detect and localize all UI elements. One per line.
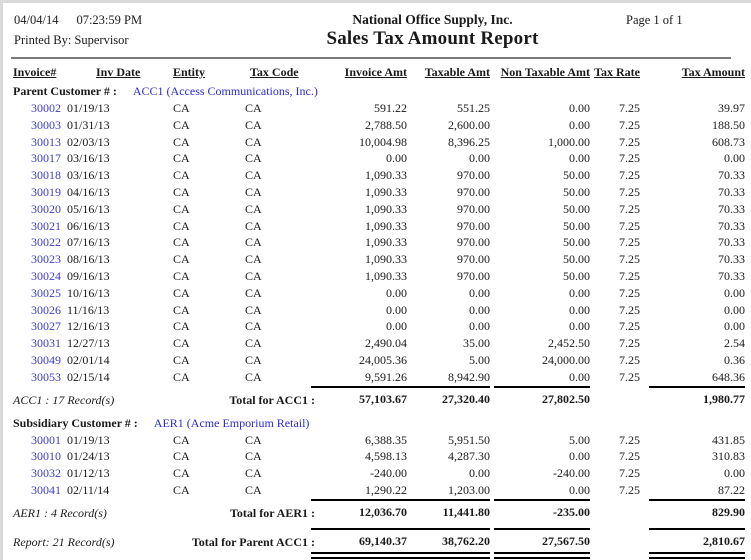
invoice-number-link[interactable]: 30025 [31, 285, 61, 300]
tax-rate-cell: 7.25 [619, 168, 640, 183]
entity-cell: CA [173, 134, 190, 149]
non-taxable-amt-cell: 50.00 [563, 235, 590, 250]
taxable-amt-cell: 970.00 [457, 252, 490, 267]
parent-customer-label: Parent Customer # : [13, 84, 117, 98]
invoice-row [3, 218, 751, 235]
invoice-number-link[interactable]: 30013 [31, 134, 61, 149]
column-header-row [3, 62, 751, 83]
entity-cell: CA [173, 466, 190, 481]
tax-code-cell: CA [245, 352, 262, 367]
tax-code-cell: CA [245, 466, 262, 481]
acc1-total-taxable-amt: 27,320.40 [394, 386, 490, 406]
tax-rate-cell: 7.25 [619, 117, 640, 132]
invoice-number-link[interactable]: 30032 [31, 466, 61, 481]
non-taxable-amt-cell: 0.00 [569, 151, 590, 166]
inv-date-cell: 01/24/13 [67, 449, 110, 464]
tax-rate-cell: 7.25 [619, 352, 640, 367]
tax-code-cell: CA [245, 134, 262, 149]
report-total-row [3, 528, 751, 560]
subsidiary-customer-link[interactable]: AER1 (Acme Emporium Retail) [153, 415, 310, 430]
invoice-number-link[interactable]: 30031 [31, 336, 61, 351]
tax-amount-cell: 0.00 [724, 302, 745, 317]
tax-rate-cell: 7.25 [619, 235, 640, 250]
non-taxable-amt-cell: 0.00 [569, 369, 590, 384]
section-subsidiary-aer1 [3, 415, 751, 526]
acc1-total-row [3, 386, 751, 413]
acc1-record-count: ACC1 : 17 Record(s) [13, 392, 115, 407]
entity-cell: CA [173, 432, 190, 447]
entity-cell: CA [173, 117, 190, 132]
invoice-row [3, 234, 751, 251]
tax-amount-cell: 87.22 [718, 482, 745, 497]
entity-cell: CA [173, 336, 190, 351]
tax-amount-cell: 70.33 [718, 218, 745, 233]
inv-date-cell: 07/16/13 [67, 235, 110, 250]
invoice-row [3, 100, 751, 117]
tax-rate-cell: 7.25 [619, 218, 640, 233]
invoice-row [3, 150, 751, 167]
inv-date-cell: 11/16/13 [67, 302, 110, 317]
taxable-amt-cell: 35.00 [463, 336, 490, 351]
column-header-entity: Entity [173, 65, 206, 79]
invoice-amt-cell: 1,290.22 [365, 482, 407, 497]
tax-amount-cell: 70.33 [718, 201, 745, 216]
invoice-number-link[interactable]: 30017 [31, 151, 61, 166]
aer1-total-row [3, 499, 751, 526]
tax-amount-cell: 70.33 [718, 235, 745, 250]
tax-amount-cell: 70.33 [718, 168, 745, 183]
taxable-amt-cell: 970.00 [457, 184, 490, 199]
inv-date-cell: 08/16/13 [67, 252, 110, 267]
inv-date-cell: 03/16/13 [67, 168, 110, 183]
invoice-rows-acc1 [3, 100, 751, 386]
invoice-amt-cell: 0.00 [386, 151, 407, 166]
acc1-total-tax-amount: 1,980.77 [649, 386, 745, 406]
inv-date-cell: 01/19/13 [67, 101, 110, 115]
tax-rate-cell: 7.25 [619, 432, 640, 447]
tax-amount-cell: 431.85 [712, 432, 745, 447]
invoice-amt-cell: 4,598.13 [365, 449, 407, 464]
tax-code-cell: CA [245, 151, 262, 166]
subsidiary-customer-label: Subsidiary Customer # : [13, 415, 138, 430]
taxable-amt-cell: 8,396.25 [448, 134, 490, 149]
aer1-record-count: AER1 : 4 Record(s) [13, 505, 107, 520]
invoice-row [3, 251, 751, 268]
section-parent-acc1 [3, 83, 751, 413]
invoice-row [3, 285, 751, 302]
tax-rate-cell: 7.25 [619, 134, 640, 149]
invoice-amt-cell: 0.00 [386, 285, 407, 300]
invoice-amt-cell: 0.00 [386, 319, 407, 334]
tax-code-cell: CA [245, 268, 262, 283]
tax-amount-cell: 310.83 [712, 449, 745, 464]
tax-amount-cell: 0.36 [724, 352, 745, 367]
tax-code-cell: CA [245, 432, 262, 447]
entity-cell: CA [173, 319, 190, 334]
invoice-row [3, 335, 751, 352]
tax-amount-cell: 0.00 [724, 285, 745, 300]
inv-date-cell: 09/16/13 [67, 268, 110, 283]
tax-amount-cell: 0.00 [724, 151, 745, 166]
entity-cell: CA [173, 235, 190, 250]
entity-cell: CA [173, 482, 190, 497]
non-taxable-amt-cell: 5.00 [569, 432, 590, 447]
invoice-number-link[interactable]: 30023 [31, 252, 61, 267]
tax-rate-cell: 7.25 [619, 482, 640, 497]
column-header-tax-code: Tax Code [250, 65, 299, 79]
entity-cell: CA [173, 252, 190, 267]
invoice-amt-cell: 1,090.33 [365, 184, 407, 199]
invoice-row [3, 167, 751, 184]
tax-code-cell: CA [245, 319, 262, 334]
invoice-amt-cell: 9,591.26 [365, 369, 407, 384]
invoice-amt-cell: 10,004.98 [359, 134, 407, 149]
report-total-tax-amount: 2,810.67 [649, 528, 745, 559]
non-taxable-amt-cell: 50.00 [563, 201, 590, 216]
taxable-amt-cell: 0.00 [469, 302, 490, 317]
non-taxable-amt-cell: 2,452.50 [548, 336, 590, 351]
tax-amount-cell: 2.54 [724, 336, 745, 351]
tax-rate-cell: 7.25 [619, 268, 640, 283]
invoice-number-link[interactable]: 30020 [31, 201, 61, 216]
non-taxable-amt-cell: -240.00 [553, 466, 590, 481]
aer1-total-invoice-amt: 12,036.70 [311, 499, 407, 519]
taxable-amt-cell: 0.00 [469, 151, 490, 166]
tax-amount-cell: 0.00 [724, 319, 745, 334]
page-indicator: Page 1 of 1 [626, 13, 683, 27]
entity-cell: CA [173, 449, 190, 464]
inv-date-cell: 02/11/14 [67, 482, 110, 497]
tax-amount-cell: 0.00 [724, 466, 745, 481]
aer1-total-non-taxable-amt: -235.00 [494, 499, 590, 519]
taxable-amt-cell: 970.00 [457, 168, 490, 183]
invoice-number-link[interactable]: 30021 [31, 218, 61, 233]
taxable-amt-cell: 1,203.00 [448, 482, 490, 497]
invoice-amt-cell: 591.22 [374, 101, 407, 115]
invoice-amt-cell: -240.00 [370, 466, 407, 481]
invoice-amt-cell: 24,005.36 [359, 352, 407, 367]
tax-amount-cell: 39.97 [718, 101, 745, 115]
tax-rate-cell: 7.25 [619, 184, 640, 199]
entity-cell: CA [173, 352, 190, 367]
report-record-count: Report: 21 Record(s) [13, 534, 115, 549]
invoice-row [3, 465, 751, 482]
invoice-row [3, 318, 751, 335]
taxable-amt-cell: 970.00 [457, 235, 490, 250]
invoice-row [3, 432, 751, 449]
inv-date-cell: 04/16/13 [67, 184, 110, 199]
taxable-amt-cell: 0.00 [469, 466, 490, 481]
non-taxable-amt-cell: 0.00 [569, 302, 590, 317]
invoice-number-link[interactable]: 30022 [31, 235, 61, 250]
invoice-row [3, 184, 751, 201]
column-header-invoice: Invoice# [13, 65, 57, 79]
invoice-amt-cell: 1,090.33 [365, 201, 407, 216]
entity-cell: CA [173, 369, 190, 384]
printed-by: Printed By: Supervisor [14, 33, 129, 47]
inv-date-cell: 01/12/13 [67, 466, 110, 481]
entity-cell: CA [173, 285, 190, 300]
aer1-total-tax-amount: 829.90 [649, 499, 745, 519]
aer1-total-label: Total for AER1 : [229, 505, 315, 520]
tax-code-cell: CA [245, 302, 262, 317]
invoice-amt-cell: 1,090.33 [365, 218, 407, 233]
invoice-rows-aer1 [3, 432, 751, 499]
entity-cell: CA [173, 168, 190, 183]
invoice-amt-cell: 2,788.50 [365, 117, 407, 132]
taxable-amt-cell: 970.00 [457, 218, 490, 233]
parent-customer-row [3, 83, 751, 100]
inv-date-cell: 12/27/13 [67, 336, 110, 351]
invoice-row [3, 369, 751, 386]
column-header-tax-rate: Tax Rate [594, 65, 640, 79]
invoice-number-link[interactable]: 30049 [31, 352, 61, 367]
report-total-label: Total for Parent ACC1 : [191, 534, 315, 549]
aer1-total-taxable-amt: 11,441.80 [394, 499, 490, 519]
print-datetime [3, 13, 239, 28]
taxable-amt-cell: 0.00 [469, 319, 490, 334]
entity-cell: CA [173, 184, 190, 199]
non-taxable-amt-cell: 50.00 [563, 218, 590, 233]
tax-code-cell: CA [245, 117, 262, 132]
invoice-number-link[interactable]: 30041 [31, 482, 61, 497]
tax-code-cell: CA [245, 101, 262, 115]
taxable-amt-cell: 5,951.50 [448, 432, 490, 447]
column-header-non-taxable-amt: Non Taxable Amt [500, 65, 590, 79]
entity-cell: CA [173, 218, 190, 233]
tax-code-cell: CA [245, 184, 262, 199]
tax-rate-cell: 7.25 [619, 201, 640, 216]
invoice-number-link[interactable]: 30018 [31, 168, 61, 183]
non-taxable-amt-cell: 0.00 [569, 117, 590, 132]
invoice-number-link[interactable]: 30027 [31, 319, 61, 334]
invoice-row [3, 448, 751, 465]
tax-rate-cell: 7.25 [619, 449, 640, 464]
taxable-amt-cell: 551.25 [457, 101, 490, 115]
non-taxable-amt-cell: 50.00 [563, 168, 590, 183]
non-taxable-amt-cell: 50.00 [563, 184, 590, 199]
acc1-total-invoice-amt: 57,103.67 [311, 386, 407, 406]
report-total-invoice-amt: 69,140.37 [311, 528, 407, 559]
non-taxable-amt-cell: 0.00 [569, 449, 590, 464]
header-divider [11, 57, 731, 59]
invoice-number-link[interactable]: 30026 [31, 302, 61, 317]
invoice-number-link[interactable]: 30010 [31, 449, 61, 464]
entity-cell: CA [173, 302, 190, 317]
inv-date-cell: 01/31/13 [67, 117, 110, 132]
taxable-amt-cell: 0.00 [469, 285, 490, 300]
tax-rate-cell: 7.25 [619, 302, 640, 317]
report-total-non-taxable-amt: 27,567.50 [494, 528, 590, 559]
taxable-amt-cell: 8,942.90 [448, 369, 490, 384]
invoice-number-link[interactable]: 30003 [31, 117, 61, 132]
tax-amount-cell: 648.36 [712, 369, 745, 384]
entity-cell: CA [173, 268, 190, 283]
tax-amount-cell: 70.33 [718, 184, 745, 199]
invoice-amt-cell: 2,490.04 [365, 336, 407, 351]
tax-rate-cell: 7.25 [619, 319, 640, 334]
inv-date-cell: 02/15/14 [67, 369, 110, 384]
entity-cell: CA [173, 101, 190, 115]
entity-cell: CA [173, 151, 190, 166]
company-name: National Office Supply, Inc. [352, 12, 513, 27]
tax-rate-cell: 7.25 [619, 369, 640, 384]
column-header-taxable-amt: Taxable Amt [424, 65, 490, 79]
tax-code-cell: CA [245, 168, 262, 183]
invoice-number-link[interactable]: 30019 [31, 184, 61, 199]
invoice-row [3, 134, 751, 151]
column-header-invoice-amt: Invoice Amt [344, 65, 407, 79]
taxable-amt-cell: 970.00 [457, 201, 490, 216]
invoice-row [3, 482, 751, 499]
invoice-amt-cell: 1,090.33 [365, 235, 407, 250]
acc1-total-label: Total for ACC1 : [229, 392, 315, 407]
invoice-number-link[interactable]: 30053 [31, 369, 61, 384]
inv-date-cell: 02/01/14 [67, 352, 110, 367]
print-time: 07:23:59 PM [76, 13, 143, 27]
non-taxable-amt-cell: 1,000.00 [548, 134, 590, 149]
tax-code-cell: CA [245, 482, 262, 497]
non-taxable-amt-cell: 0.00 [569, 482, 590, 497]
tax-rate-cell: 7.25 [619, 252, 640, 267]
invoice-amt-cell: 1,090.33 [365, 252, 407, 267]
report-total-taxable-amt: 38,762.20 [394, 528, 490, 559]
invoice-row [3, 352, 751, 369]
invoice-number-link[interactable]: 30024 [31, 268, 61, 283]
invoice-row [3, 302, 751, 319]
tax-amount-cell: 70.33 [718, 268, 745, 283]
tax-code-cell: CA [245, 201, 262, 216]
subsidiary-customer-row [3, 415, 751, 432]
acc1-total-non-taxable-amt: 27,802.50 [494, 386, 590, 406]
non-taxable-amt-cell: 50.00 [563, 268, 590, 283]
inv-date-cell: 12/16/13 [67, 319, 110, 334]
tax-amount-cell: 188.50 [712, 117, 745, 132]
inv-date-cell: 03/16/13 [67, 151, 110, 166]
report-header [3, 3, 751, 59]
column-header-inv-date: Inv Date [96, 65, 141, 79]
tax-code-cell: CA [245, 218, 262, 233]
tax-rate-cell: 7.25 [619, 285, 640, 300]
non-taxable-amt-cell: 50.00 [563, 252, 590, 267]
tax-rate-cell: 7.25 [619, 151, 640, 166]
taxable-amt-cell: 4,287.30 [448, 449, 490, 464]
report-title: Sales Tax Amount Report [326, 28, 539, 49]
invoice-amt-cell: 1,090.33 [365, 168, 407, 183]
non-taxable-amt-cell: 0.00 [569, 319, 590, 334]
tax-code-cell: CA [245, 252, 262, 267]
inv-date-cell: 06/16/13 [67, 218, 110, 233]
invoice-amt-cell: 0.00 [386, 302, 407, 317]
inv-date-cell: 01/19/13 [67, 432, 110, 447]
tax-code-cell: CA [245, 369, 262, 384]
print-date: 04/04/14 [14, 13, 59, 27]
invoice-row [3, 201, 751, 218]
tax-code-cell: CA [245, 336, 262, 351]
non-taxable-amt-cell: 0.00 [569, 285, 590, 300]
tax-code-cell: CA [245, 449, 262, 464]
non-taxable-amt-cell: 24,000.00 [542, 352, 590, 367]
tax-rate-cell: 7.25 [619, 101, 640, 115]
tax-amount-cell: 608.73 [712, 134, 745, 149]
column-header-tax-amount: Tax Amount [681, 65, 745, 79]
parent-customer-link[interactable]: ACC1 (Access Communications, Inc.) [132, 84, 318, 98]
non-taxable-amt-cell: 0.00 [569, 101, 590, 115]
taxable-amt-cell: 2,600.00 [448, 117, 490, 132]
tax-amount-cell: 70.33 [718, 252, 745, 267]
invoice-amt-cell: 6,388.35 [365, 432, 407, 447]
invoice-row [3, 117, 751, 134]
taxable-amt-cell: 5.00 [469, 352, 490, 367]
inv-date-cell: 02/03/13 [67, 134, 110, 149]
invoice-number-link[interactable]: 30001 [31, 432, 61, 447]
tax-rate-cell: 7.25 [619, 466, 640, 481]
tax-code-cell: CA [245, 235, 262, 250]
taxable-amt-cell: 970.00 [457, 268, 490, 283]
invoice-row [3, 268, 751, 285]
inv-date-cell: 10/16/13 [67, 285, 110, 300]
inv-date-cell: 05/16/13 [67, 201, 110, 216]
tax-rate-cell: 7.25 [619, 336, 640, 351]
invoice-amt-cell: 1,090.33 [365, 268, 407, 283]
entity-cell: CA [173, 201, 190, 216]
invoice-number-link[interactable]: 30002 [31, 101, 61, 115]
tax-code-cell: CA [245, 285, 262, 300]
